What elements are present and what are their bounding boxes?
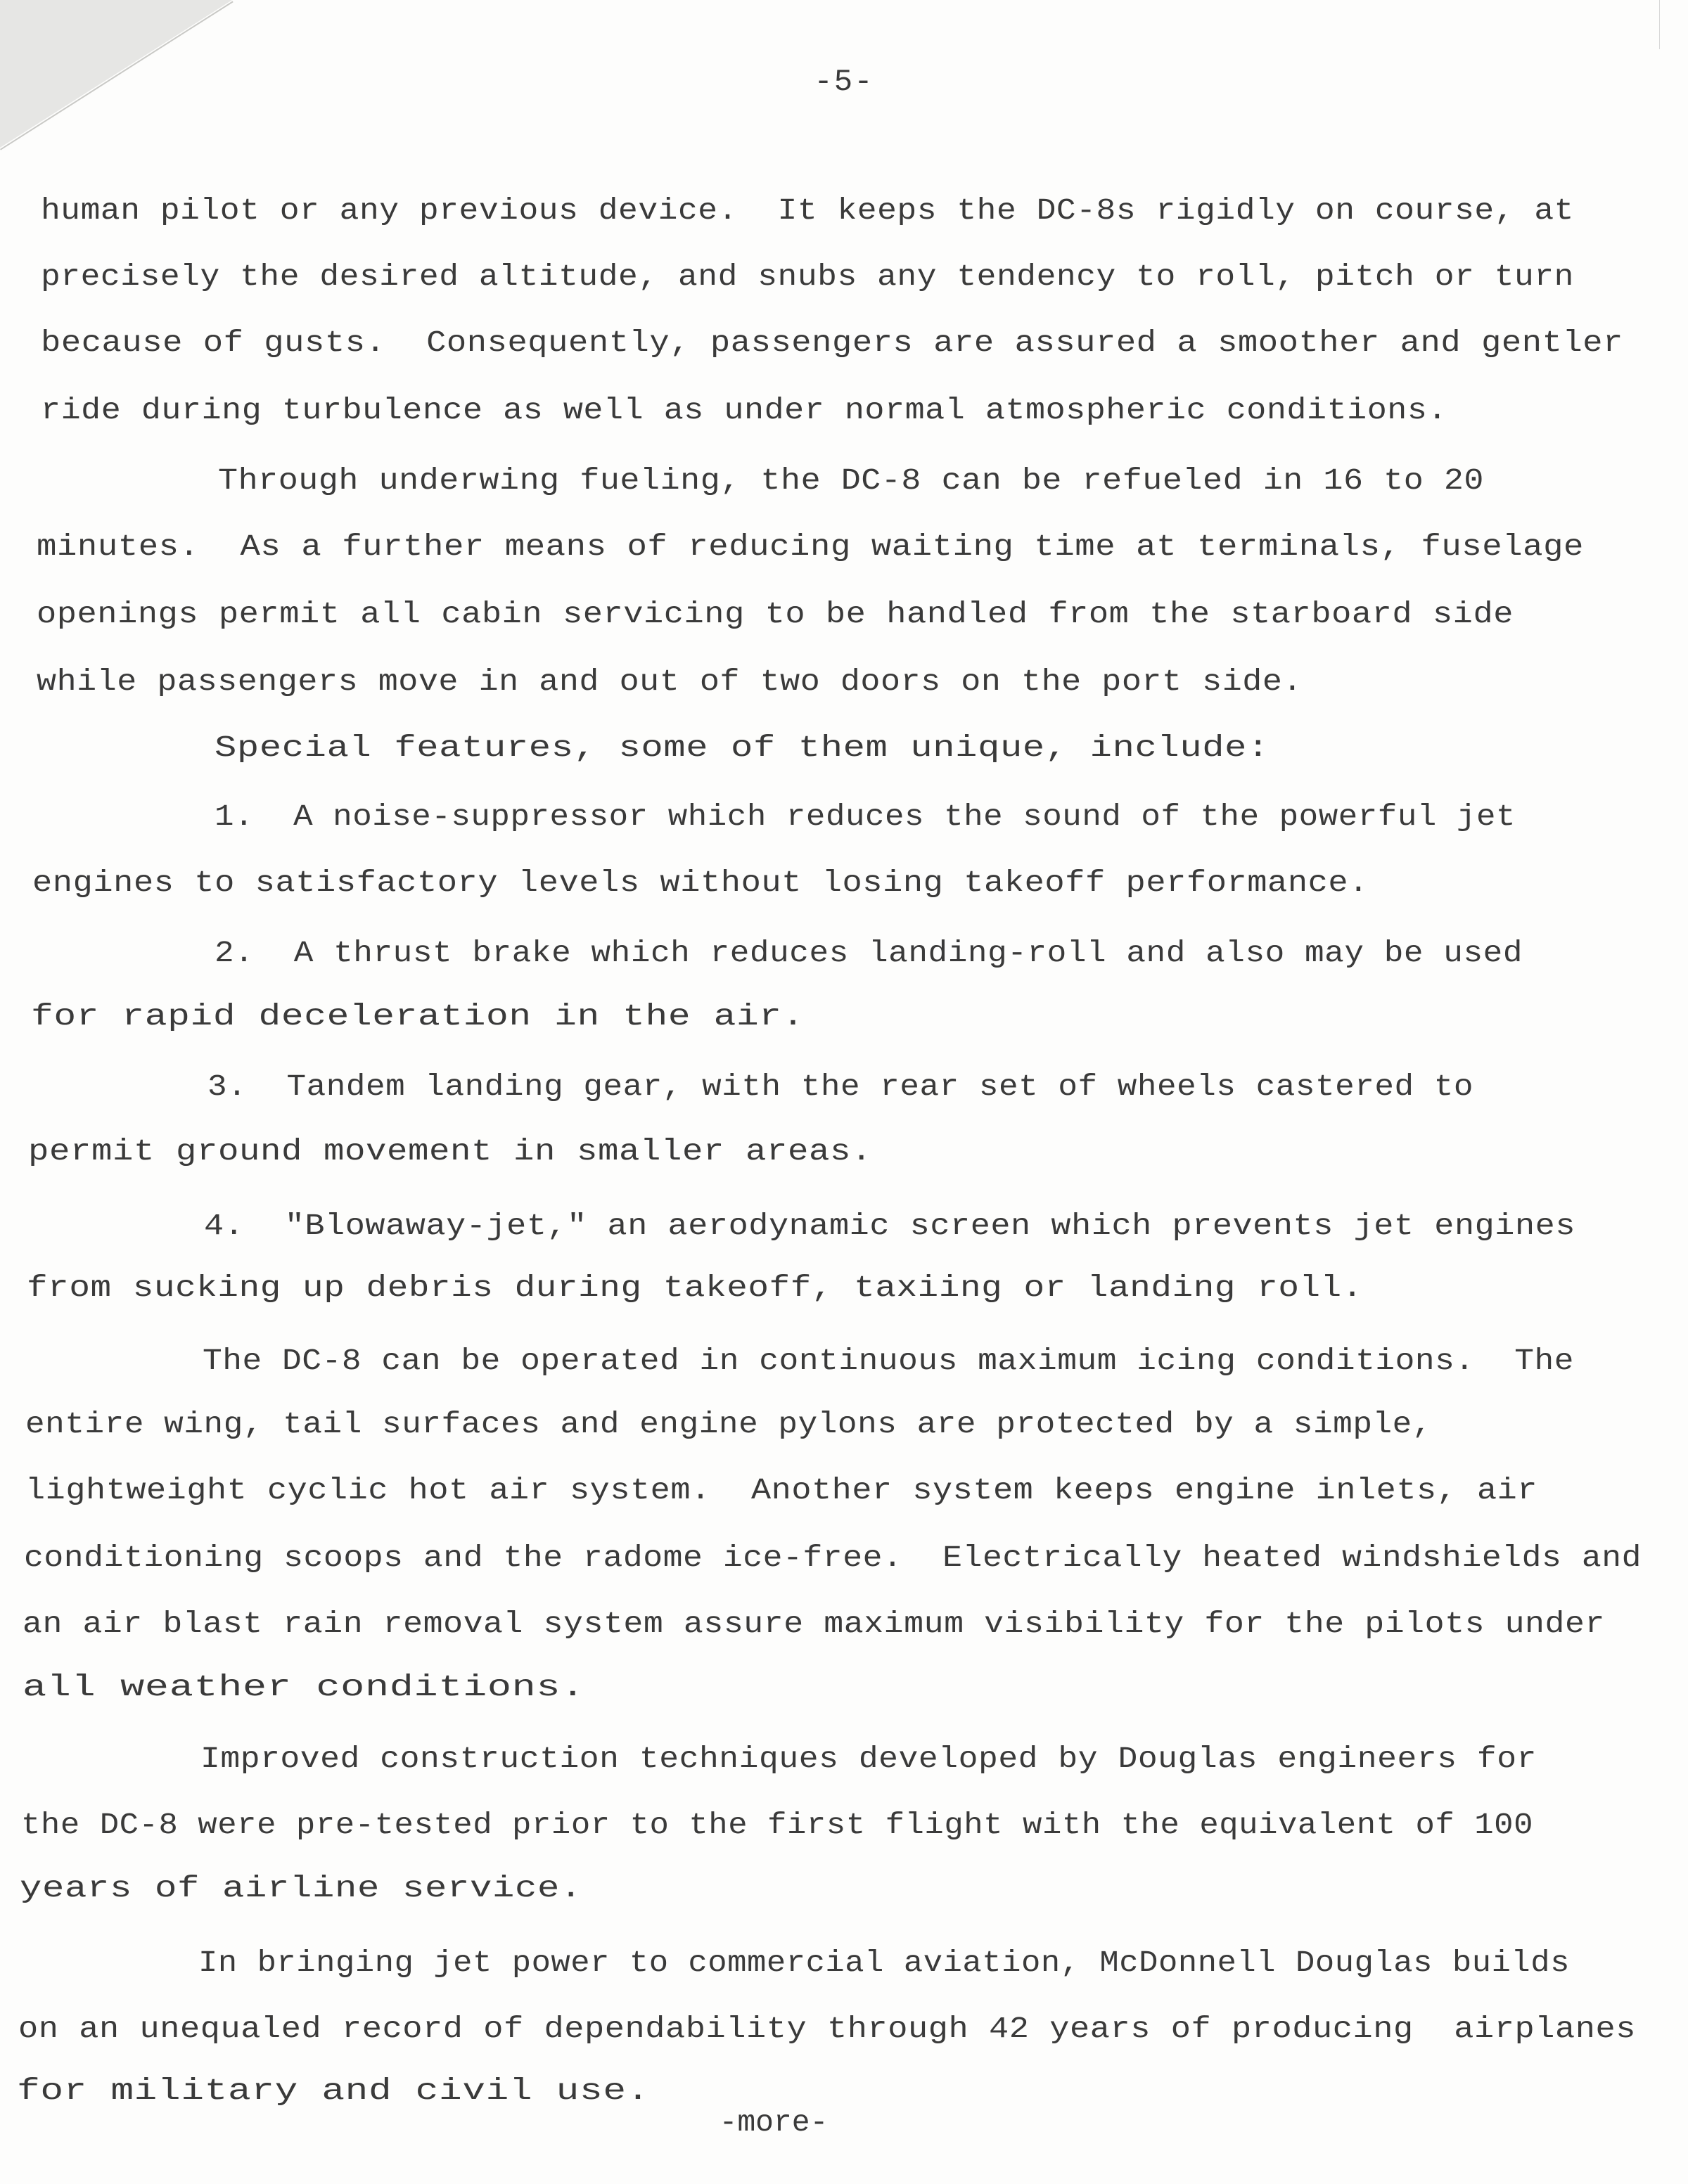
text-line: 4. "Blowaway-jet," an aerodynamic screen which prevents jet engines bbox=[204, 1209, 1575, 1243]
text-line: human pilot or any previous device. It keeps the DC-8s rigidly on course, at bbox=[41, 193, 1574, 228]
text-line: years of airline service. bbox=[20, 1871, 582, 1906]
page-number: -5- bbox=[814, 65, 874, 100]
text-line: 1. A noise-suppressor which reduces the sound of the powerful jet bbox=[215, 799, 1516, 834]
text-line: the DC-8 were pre-tested prior to the first flight with the equivalent of 100 bbox=[21, 1808, 1533, 1842]
text-line: an air blast rain removal system assure maximum visibility for the pilots under bbox=[23, 1607, 1605, 1641]
text-line: Improved construction techniques developed by Douglas engineers for bbox=[200, 1742, 1537, 1776]
page-edge bbox=[1659, 0, 1688, 49]
text-line: Special features, some of them unique, include: bbox=[215, 731, 1270, 765]
continued-marker: -more- bbox=[719, 2105, 829, 2140]
text-line: ride during turbulence as well as under normal atmospheric conditions. bbox=[41, 393, 1447, 428]
text-line: openings permit all cabin servicing to be handled from the starboard side bbox=[37, 597, 1514, 631]
text-line: because of gusts. Consequently, passengers are assured a smoother and gentler bbox=[41, 326, 1623, 360]
text-line: while passengers move in and out of two doors on the port side. bbox=[37, 664, 1303, 699]
text-line: from sucking up debris during takeoff, taxiing or landing roll. bbox=[27, 1271, 1364, 1305]
text-line: 3. Tandem landing gear, with the rear set of wheels castered to bbox=[207, 1069, 1473, 1104]
text-line: conditioning scoops and the radome ice-free. Electrically heated windshields and bbox=[24, 1541, 1642, 1575]
text-line: all weather conditions. bbox=[23, 1670, 585, 1704]
text-line: for military and civil use. bbox=[17, 2074, 651, 2108]
text-line: on an unequaled record of dependability through 42 years of producing airplanes bbox=[18, 2012, 1636, 2046]
text-line: In bringing jet power to commercial aviation, McDonnell Douglas builds bbox=[198, 1946, 1570, 1980]
text-line: 2. A thrust brake which reduces landing-roll and also may be used bbox=[215, 936, 1523, 970]
text-line: The DC-8 can be operated in continuous maximum icing conditions. The bbox=[203, 1344, 1574, 1378]
text-line: minutes. As a further means of reducing waiting time at terminals, fuselage bbox=[37, 529, 1584, 564]
text-line: permit ground movement in smaller areas. bbox=[28, 1134, 872, 1169]
text-line: for rapid deceleration in the air. bbox=[31, 999, 805, 1034]
text-line: lightweight cyclic hot air system. Another system keeps engine inlets, air bbox=[25, 1473, 1537, 1508]
text-line: entire wing, tail surfaces and engine pylons are protected by a simple, bbox=[25, 1407, 1433, 1441]
text-line: engines to satisfactory levels without losing takeoff performance. bbox=[32, 866, 1369, 900]
text-line: precisely the desired altitude, and snubs any tendency to roll, pitch or turn bbox=[41, 259, 1574, 294]
text-line: Through underwing fueling, the DC-8 can be refueled in 16 to 20 bbox=[218, 463, 1484, 498]
